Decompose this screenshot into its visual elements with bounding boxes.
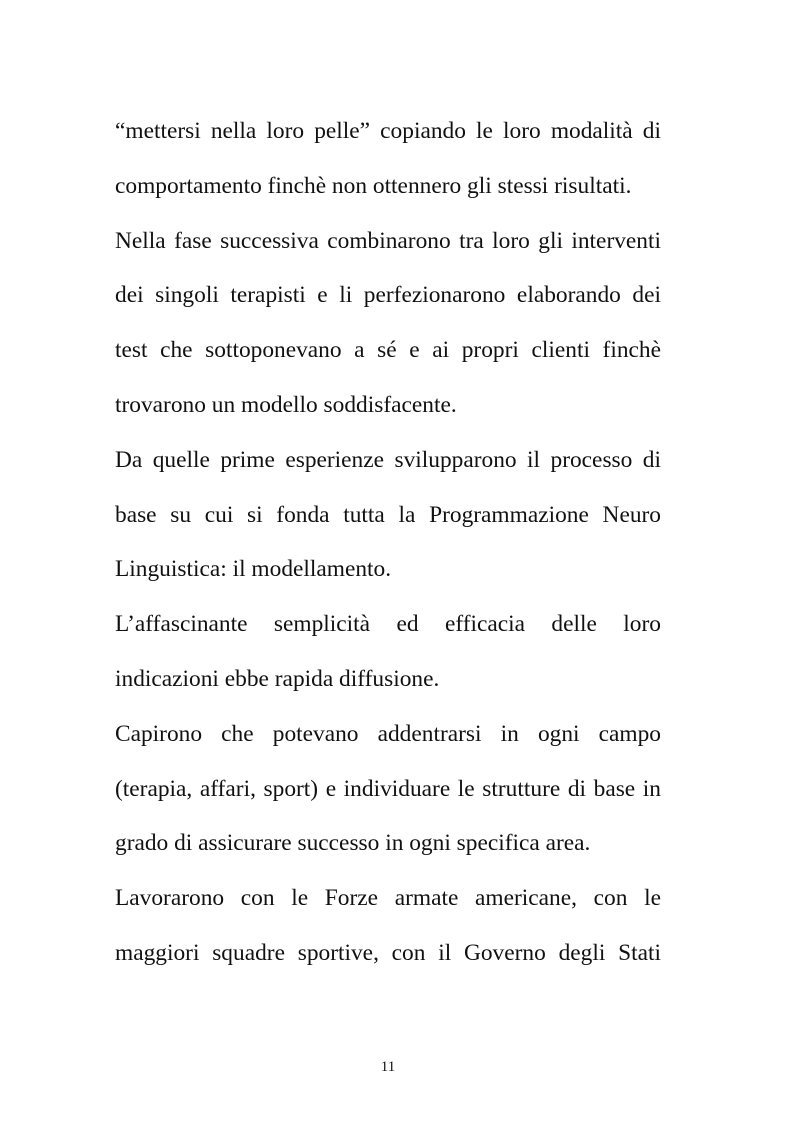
text-line: test che sottoponevano a sé e ai propri clienti finchè xyxy=(115,337,661,364)
text-line: Capirono che potevano addentrarsi in ogni campo xyxy=(115,720,661,747)
text-line: base su cui si fonda tutta la Programmazione Neuro xyxy=(115,501,661,528)
text-line: maggiori squadre sportive, con il Governo degli Stati xyxy=(115,939,661,966)
text-line: L’affascinante semplicità ed efficacia delle loro xyxy=(115,611,661,638)
text-line: indicazioni ebbe rapida diffusione. xyxy=(115,665,440,692)
text-line: Lavorarono con le Forze armate americane, con le xyxy=(115,885,661,912)
text-line: dei singoli terapisti e li perfezionarono elaborando dei xyxy=(115,282,661,309)
text-line: comportamento finchè non ottennero gli stessi risultati. xyxy=(115,172,632,199)
text-line: grado di assicurare successo in ogni specifica area. xyxy=(115,830,591,857)
text-line: Da quelle prime esperienze svilupparono il processo di xyxy=(115,446,661,473)
text-line: Nella fase successiva combinarono tra loro gli interventi xyxy=(115,227,661,254)
page-number: 11 xyxy=(380,1059,396,1075)
text-line: (terapia, affari, sport) e individuare le strutture di base in xyxy=(115,775,661,802)
text-line: Linguistica: il modellamento. xyxy=(115,556,392,583)
text-line: “mettersi nella loro pelle” copiando le loro modalità di xyxy=(115,118,661,144)
body-text xyxy=(115,104,661,981)
text-line: trovarono un modello soddisfacente. xyxy=(115,391,457,418)
